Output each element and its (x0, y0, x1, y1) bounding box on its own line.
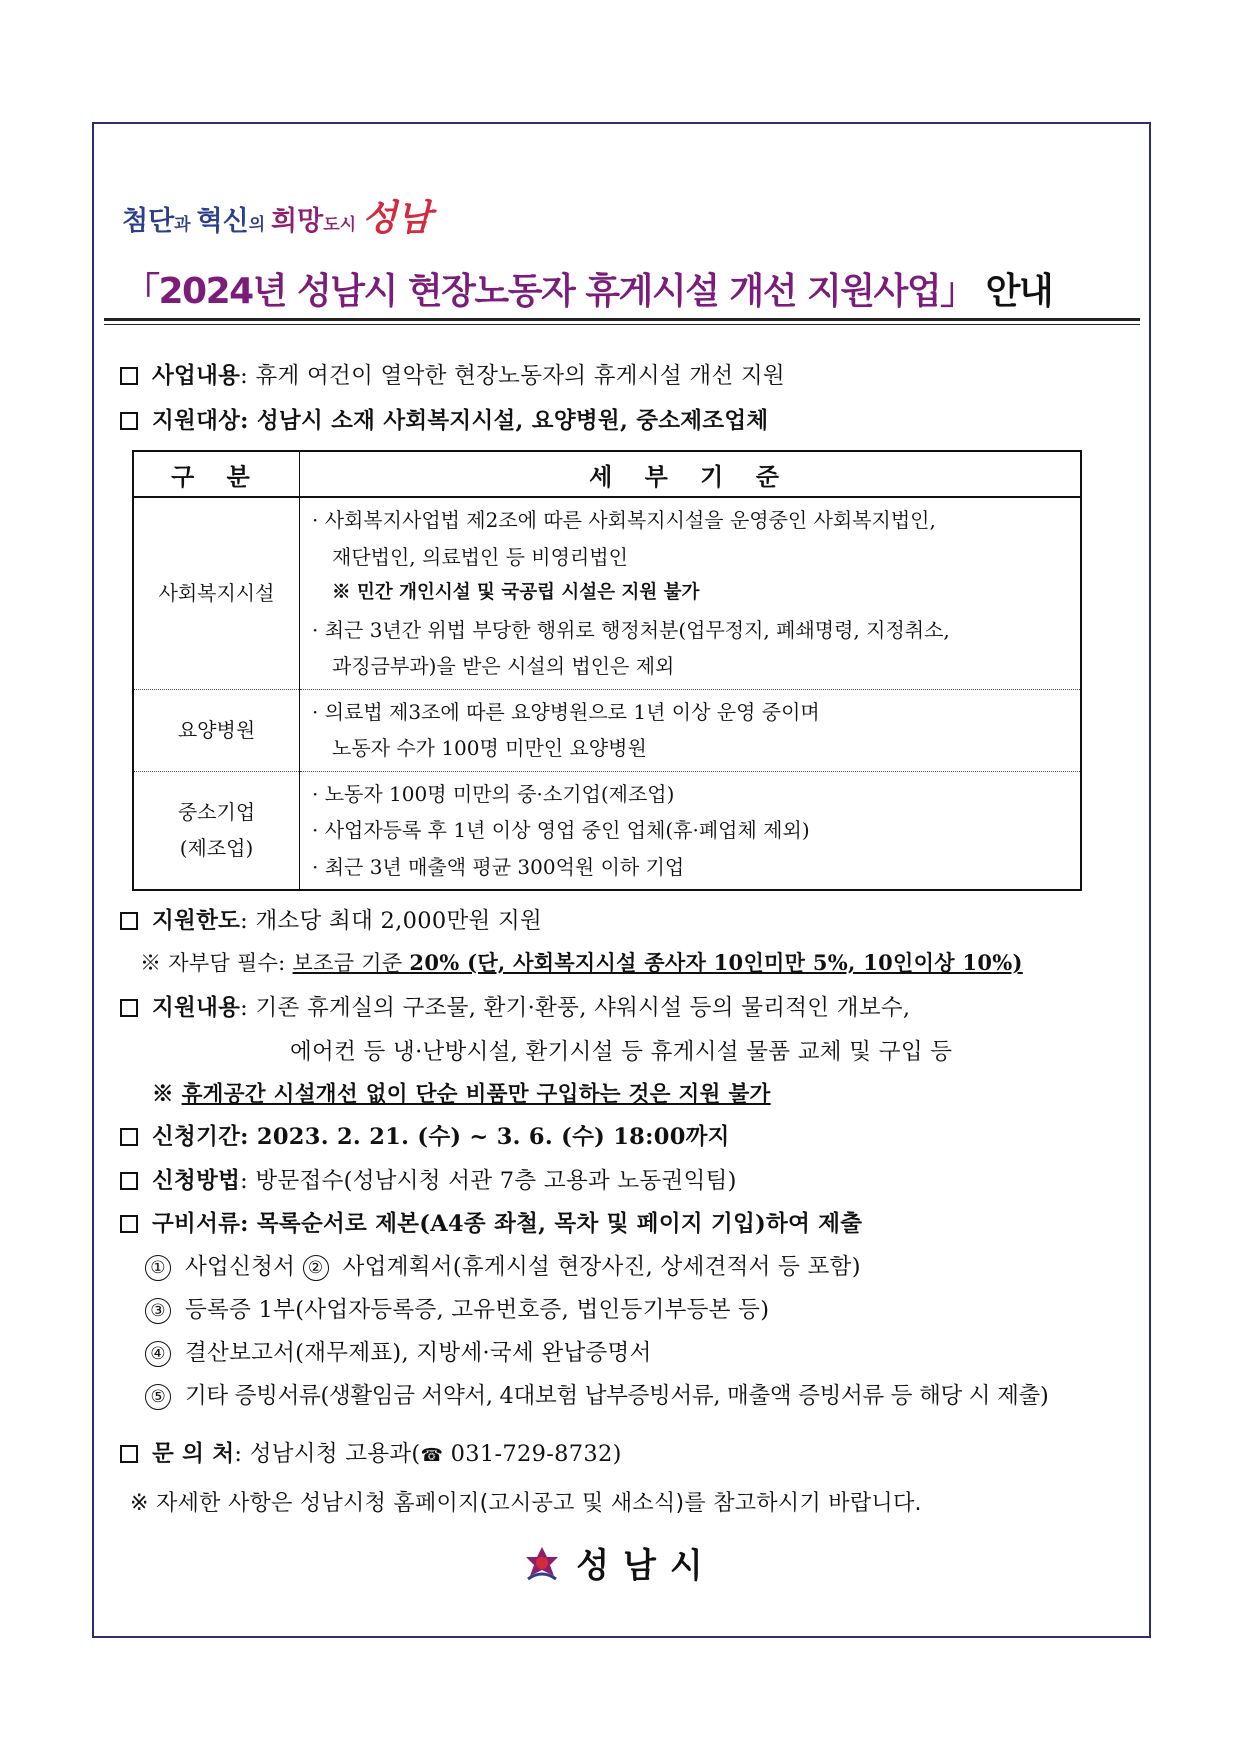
biz-label: 사업내용 (152, 363, 241, 389)
criteria-table (132, 450, 1082, 891)
doc-item (145, 1378, 1048, 1410)
content-text-2: 에어컨 등 냉·난방시설, 환기시설 등 휴게시설 물품 교체 및 구입 등 (290, 1039, 953, 1065)
slogan-word: 희망 (271, 206, 324, 237)
table-header-row (133, 451, 1081, 497)
phone-icon: ☎ (420, 1445, 444, 1466)
header-category: 구 분 (133, 451, 300, 497)
method-label: 신청방법 (152, 1168, 241, 1194)
period-label: 신청기간 (152, 1124, 241, 1150)
title-divider-thin (104, 324, 1140, 325)
detail-line: · 최근 3년 매출액 평균 300억원 이하 기업 (312, 854, 685, 879)
detail-line: 과징금부과)을 받은 시설의 법인은 제외 (332, 654, 675, 678)
target-line (120, 403, 768, 435)
content-line (120, 990, 910, 1022)
slogan (122, 190, 432, 241)
doc-item (145, 1249, 861, 1281)
doc-text: 사업신청서 (185, 1254, 303, 1280)
title-suffix: 안내 (974, 271, 1053, 312)
category-cell: 요양병원 (133, 689, 300, 771)
docs-label: 구비서류 (152, 1211, 241, 1237)
biz-text: : 휴게 여건이 열악한 현장노동자의 휴게시설 개선 지원 (240, 363, 785, 389)
content-text: : 기존 휴게실의 구조물, 환기·환풍, 샤워시설 등의 물리적인 개보수, (240, 995, 911, 1021)
target-label: 지원대상 (152, 408, 241, 434)
content-label: 지원내용 (152, 995, 241, 1021)
target-text: : 성남시 소재 사회복지시설, 요양병원, 중소제조업체 (240, 408, 769, 434)
slogan-particle: 도시 (323, 215, 362, 235)
checkbox-icon (120, 1172, 138, 1190)
doc-item (145, 1292, 769, 1324)
checkbox-icon (120, 367, 138, 385)
limit-text: : 개소당 최대 2,000만원 지원 (240, 908, 543, 934)
footer-city (0, 1538, 1239, 1587)
detail-line: · 최근 3년간 위법 부당한 행위로 행정처분(업무정지, 폐쇄명령, 지정취소, (312, 617, 950, 642)
method-text: : 방문접수(성남시청 서관 7층 고용과 노동권익팀) (240, 1168, 737, 1194)
checkbox-icon (120, 1445, 138, 1463)
note-mark: ※ (152, 1082, 182, 1107)
title-main: 「2024년 성남시 현장노동자 휴게시설 개선 지원사업」 (124, 271, 975, 312)
detail-line: · 노동자 100명 미만의 중·소기업(제조업) (312, 781, 675, 806)
checkbox-icon (120, 912, 138, 930)
period-text: : 2023. 2. 21. (수) ~ 3. 6. (수) 18:00까지 (240, 1124, 730, 1150)
slogan-word: 혁신 (196, 206, 249, 237)
footnote: ※ 자세한 사항은 성남시청 홈페이지(고시공고 및 새소식)를 참고하시기 바랍니다. (130, 1491, 922, 1516)
checkbox-icon (120, 1128, 138, 1146)
footer-city-name: 성남시 (576, 1546, 717, 1586)
table-row (133, 771, 1081, 890)
table-row (133, 497, 1081, 689)
number-icon: ③ (145, 1298, 171, 1324)
selfpay-bold: 20% (단, 사회복지시설 종사자 10인미만 5%, 10인이상 10%) (409, 950, 1023, 975)
detail-line: · 의료법 제3조에 따른 요양병원으로 1년 이상 운영 중이며 (312, 699, 820, 724)
detail-cell (300, 497, 1082, 689)
slogan-particle: 과 (174, 215, 197, 235)
contact-text: : 성남시청 고용과( (234, 1441, 421, 1467)
checkbox-icon (120, 1215, 138, 1233)
docs-text: : 목록순서로 제본(A4종 좌철, 목차 및 페이지 기입)하여 제출 (240, 1211, 863, 1237)
slogan-particle: 의 (248, 215, 272, 235)
number-icon: ① (145, 1255, 171, 1281)
number-icon: ② (303, 1255, 329, 1281)
detail-line: 재단법인, 의료법인 등 비영리법인 (332, 544, 628, 569)
biz-content-line (120, 358, 785, 390)
number-icon: ④ (145, 1341, 171, 1367)
content-note (152, 1077, 771, 1108)
contact-label: 문 의 처 (152, 1441, 235, 1467)
detail-note: ※ 민간 개인시설 및 국공립 시설은 지원 불가 (332, 582, 700, 603)
method-line (120, 1163, 737, 1195)
seongnam-seal-icon (522, 1545, 562, 1585)
selfpay-line (140, 947, 1023, 977)
checkbox-icon (120, 412, 138, 430)
slogan-word: 첨단 (122, 206, 175, 237)
doc-text: 기타 증빙서류(생활임금 서약서, 4대보험 납부증빙서류, 매출액 증빙서류 등 해당 시 제출) (185, 1383, 1049, 1409)
number-icon: ⑤ (145, 1384, 171, 1410)
category-line: 중소기업 (177, 800, 256, 825)
doc-text: 사업계획서(휴게시설 현장사진, 상세견적서 등 포함) (342, 1254, 861, 1280)
slogan-city: 성남 (361, 198, 432, 239)
detail-line: · 사업자등록 후 1년 이상 영업 중인 업체(휴·폐업체 제외) (312, 818, 810, 842)
selfpay-prefix: ※ 자부담 필수: (140, 951, 293, 975)
category-line: (제조업) (179, 836, 254, 861)
period-line (120, 1119, 730, 1151)
selfpay-underlined: 보조금 기준 (292, 951, 410, 975)
title-divider (104, 318, 1140, 321)
doc-text: 등록증 1부(사업자등록증, 고유번호증, 법인등기부등본 등) (185, 1297, 770, 1323)
category-cell: 사회복지시설 (133, 497, 300, 689)
detail-cell (300, 689, 1082, 771)
note-text: 휴게공간 시설개선 없이 단순 비품만 구입하는 것은 지원 불가 (181, 1082, 771, 1107)
detail-line: 노동자 수가 100명 미만인 요양병원 (332, 736, 647, 760)
page-title (124, 263, 1052, 314)
checkbox-icon (120, 999, 138, 1017)
detail-cell (300, 771, 1082, 890)
docs-line (120, 1206, 862, 1238)
table-row (133, 689, 1081, 771)
category-cell (133, 771, 300, 890)
doc-item (145, 1335, 652, 1367)
detail-line: · 사회복지사업법 제2조에 따른 사회복지시설을 운영중인 사회복지법인, (312, 508, 936, 532)
header-detail: 세 부 기 준 (300, 451, 1082, 497)
limit-line (120, 903, 542, 935)
contact-line (120, 1436, 622, 1468)
limit-label: 지원한도 (152, 908, 241, 934)
doc-text: 결산보고서(재무제표), 지방세·국세 완납증명서 (185, 1340, 652, 1366)
contact-phone: 031-729-8732) (443, 1441, 622, 1467)
